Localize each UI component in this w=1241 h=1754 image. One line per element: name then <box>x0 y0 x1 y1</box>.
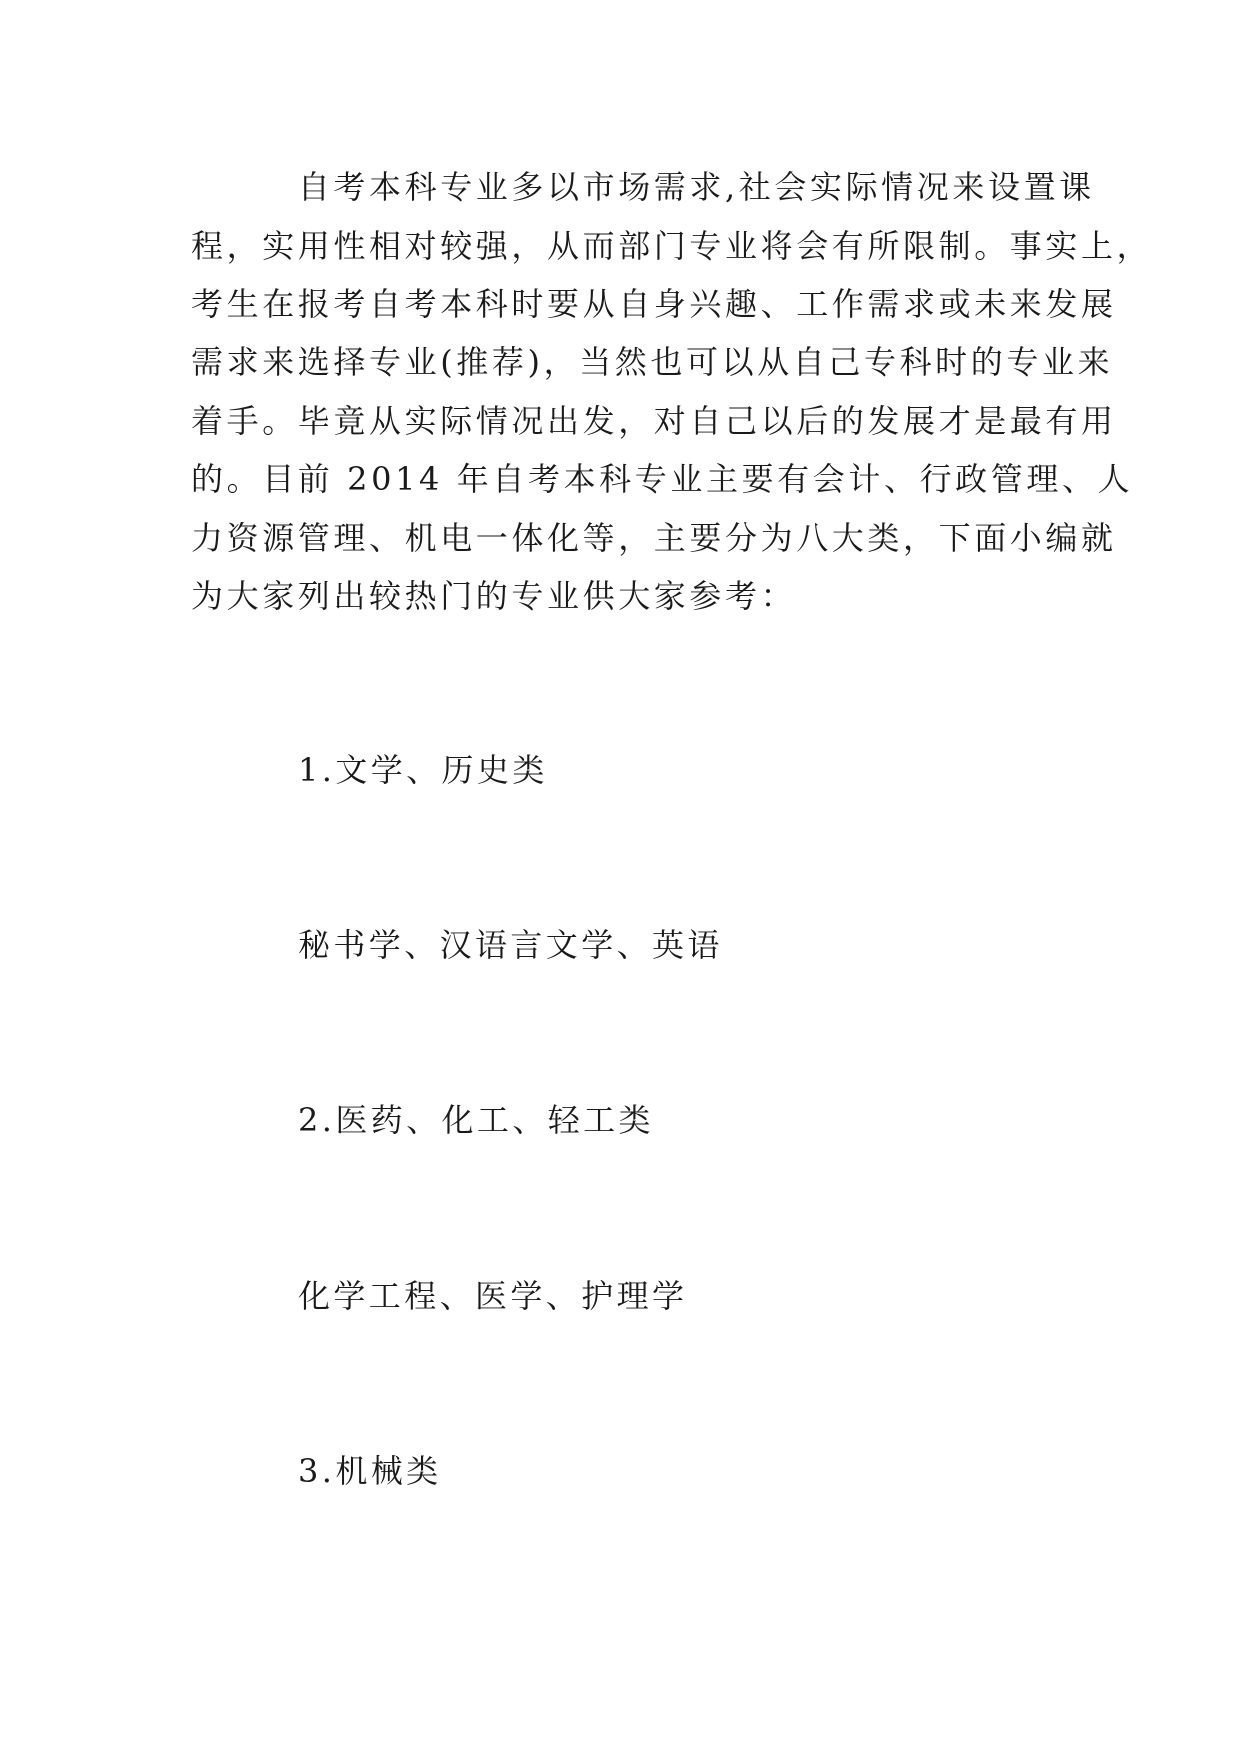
intro-line: 自考本科专业多以市场需求,社会实际情况来设置课 <box>191 168 1095 206</box>
intro-line: 程，实用性相对较强，从而部门专业将会有所限制。事实上， <box>191 227 1153 265</box>
intro-line: 为大家列出较热门的专业供大家参考： <box>191 577 797 615</box>
category-heading: 2.医药、化工、轻工类 <box>298 1101 654 1139</box>
category-majors: 化学工程、医学、护理学 <box>298 1277 688 1315</box>
intro-line: 需求来选择专业(推荐)，当然也可以从自己专科时的专业来 <box>191 343 1114 381</box>
intro-line: 的。目前 2014 年自考本科专业主要有会计、行政管理、人 <box>191 460 1134 498</box>
category-heading: 1.文学、历史类 <box>298 751 548 789</box>
category-heading: 3.机械类 <box>298 1452 442 1490</box>
category-majors: 秘书学、汉语言文学、英语 <box>298 926 723 964</box>
intro-line: 力资源管理、机电一体化等，主要分为八大类，下面小编就 <box>191 519 1117 557</box>
intro-line: 考生在报考自考本科时要从自身兴趣、工作需求或未来发展 <box>191 285 1117 323</box>
intro-line: 着手。毕竟从实际情况出发，对自己以后的发展才是最有用 <box>191 402 1117 440</box>
